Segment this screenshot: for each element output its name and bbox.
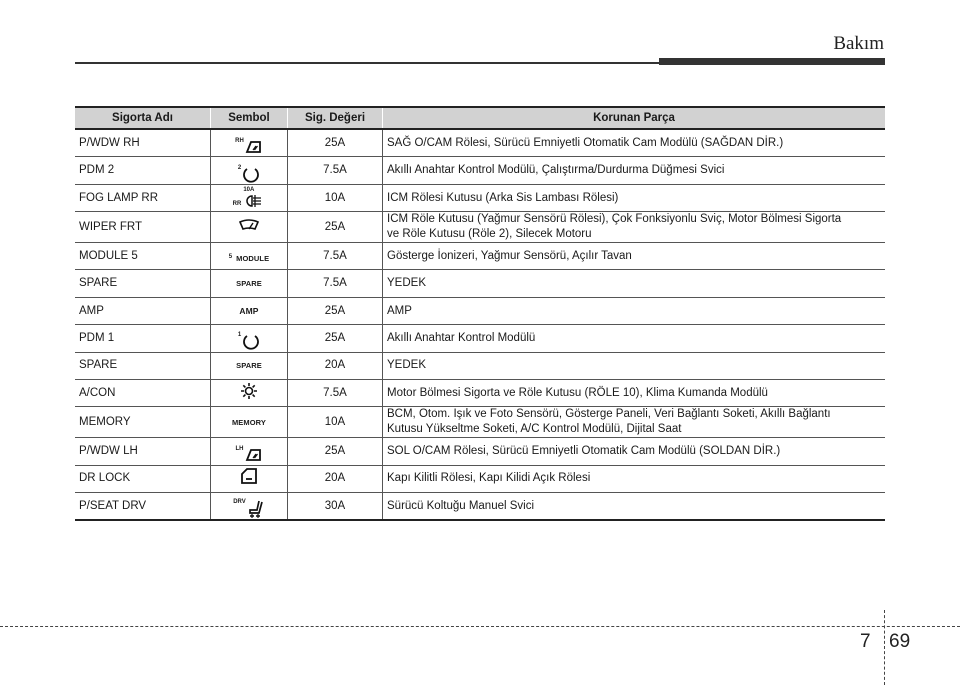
fuse-name: DR LOCK [75, 465, 211, 492]
table-row [75, 157, 885, 184]
table-row [75, 465, 885, 492]
chapter-number: 7 [860, 631, 871, 652]
fuse-name: A/CON [75, 380, 211, 407]
col-header-rating: Sig. Değeri [288, 107, 383, 129]
header-bar [659, 58, 885, 65]
module-symbol: 5 MODULE [228, 254, 270, 264]
protected-part: ICM Rölesi Kutusu (Arka Sis Lambası Rölesi) [383, 184, 886, 211]
table-row [75, 297, 885, 324]
table-row [75, 129, 885, 157]
fuse-rating: 25A [288, 129, 383, 157]
protected-part: AMP [383, 297, 886, 324]
protected-part: YEDEK [383, 352, 886, 379]
fuse-rating: 7.5A [288, 243, 383, 270]
protected-part: SOL O/CAM Rölesi, Sürücü Emniyetli Otomatik Cam Modülü (SOLDAN DİR.) [383, 438, 886, 465]
table-row [75, 270, 885, 297]
fuse-rating: 20A [288, 352, 383, 379]
protected-part: Sürücü Koltuğu Manuel Svici [383, 493, 886, 521]
rear-fog-icon: RR 10A [233, 187, 266, 209]
section-title: Bakım [833, 33, 884, 54]
protected-part: Gösterge İonizeri, Yağmur Sensörü, Açılır Tavan [383, 243, 886, 270]
fuse-name: SPARE [75, 352, 211, 379]
fuse-name: AMP [75, 297, 211, 324]
fuse-rating: 10A [288, 407, 383, 438]
fuse-name: MEMORY [75, 407, 211, 438]
footer-divider [884, 610, 885, 685]
protected-part: ICM Röle Kutusu (Yağmur Sensörü Rölesi), Çok Fonksiyonlu Sviç, Motor Bölmesi Sigorta ve Röle Kutusu (Röle 2), Silecek Motoru [383, 212, 886, 243]
table-row [75, 243, 885, 270]
fuse-rating: 25A [288, 325, 383, 352]
table-row [75, 407, 885, 438]
window-icon: LH [236, 446, 263, 462]
protected-part: BCM, Otom. Işık ve Foto Sensörü, Gösterge Paneli, Veri Bağlantı Soketi, Akıllı Bağlantı Kutusu Yükseltme Soketi, A/C Kontrol Modülü, Dijital Saat [383, 407, 886, 438]
fuse-rating: 7.5A [288, 157, 383, 184]
col-header-symbol: Sembol [211, 107, 288, 129]
protected-part: Kapı Kilitli Rölesi, Kapı Kilidi Açık Rölesi [383, 465, 886, 492]
fuse-name: SPARE [75, 270, 211, 297]
fuse-name: P/SEAT DRV [75, 493, 211, 521]
table-row [75, 352, 885, 379]
table-row [75, 438, 885, 465]
protected-part: Motor Bölmesi Sigorta ve Röle Kutusu (RÖLE 10), Klima Kumanda Modülü [383, 380, 886, 407]
fuse-rating: 25A [288, 212, 383, 243]
fuse-rating: 30A [288, 493, 383, 521]
spare-symbol: SPARE [236, 361, 262, 371]
fuse-rating: 20A [288, 465, 383, 492]
door-lock-icon [240, 467, 258, 485]
table-header-row [75, 107, 885, 129]
table-row [75, 493, 885, 521]
memory-symbol: MEMORY [231, 417, 267, 427]
seat-icon: DRV [233, 499, 265, 519]
col-header-fuse-name: Sigorta Adı [75, 107, 211, 129]
fuse-rating: 7.5A [288, 270, 383, 297]
table-row [75, 184, 885, 211]
table-row [75, 325, 885, 352]
fuse-name: FOG LAMP RR [75, 184, 211, 211]
pdm-icon: 1 [238, 332, 260, 350]
protected-part: SAĞ O/CAM Rölesi, Sürücü Emniyetli Otomatik Cam Modülü (SAĞDAN DİR.) [383, 129, 886, 157]
protected-part: Akıllı Anahtar Kontrol Modülü [383, 325, 886, 352]
fuse-table [75, 106, 885, 521]
table-row [75, 212, 885, 243]
page-number: 69 [889, 631, 911, 652]
fuse-rating: 25A [288, 297, 383, 324]
spare-symbol: SPARE [236, 279, 262, 289]
col-header-protected-part: Korunan Parça [383, 107, 886, 129]
fuse-name: PDM 2 [75, 157, 211, 184]
header-rule [75, 62, 659, 64]
ac-icon [240, 382, 258, 400]
protected-part: Akıllı Anahtar Kontrol Modülü, Çalıştırma/Durdurma Düğmesi Svici [383, 157, 886, 184]
protected-part: YEDEK [383, 270, 886, 297]
footer-rule [0, 626, 960, 627]
fuse-name: WIPER FRT [75, 212, 211, 243]
fuse-name: MODULE 5 [75, 243, 211, 270]
amp-symbol: AMP [239, 305, 259, 316]
window-icon: RH [235, 138, 263, 154]
fuse-name: P/WDW RH [75, 129, 211, 157]
fuse-rating: 25A [288, 438, 383, 465]
pdm-icon: 2 [238, 165, 260, 183]
fuse-rating: 7.5A [288, 380, 383, 407]
fuse-name: PDM 1 [75, 325, 211, 352]
fuse-name: P/WDW LH [75, 438, 211, 465]
wiper-icon [238, 218, 260, 232]
table-row [75, 380, 885, 407]
fuse-rating: 10A [288, 184, 383, 211]
